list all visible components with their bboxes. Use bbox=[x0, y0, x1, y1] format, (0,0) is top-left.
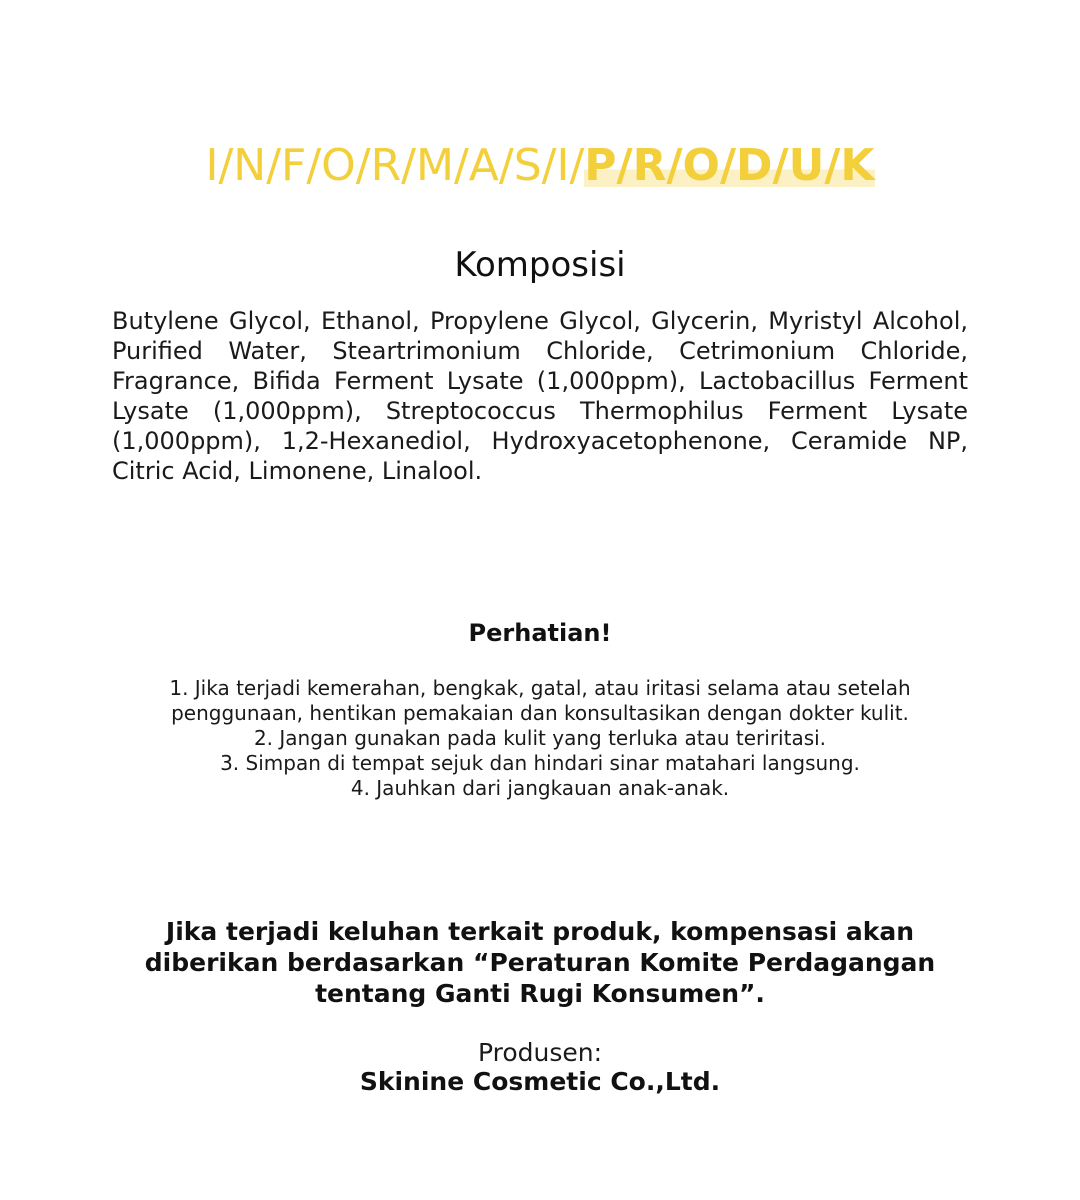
warning-item: 4. Jauhkan dari jangkauan anak-anak. bbox=[350, 776, 730, 800]
complaint-notice: Jika terjadi keluhan terkait produk, kompensasi akan diberikan berdasarkan “Peraturan Komite Perdagangan tentang Ganti Rugi Konsumen”. bbox=[144, 917, 936, 1008]
ingredients-text: Butylene Glycol, Ethanol, Propylene Glycol, Glycerin, Myristyl Alcohol, Purified Water, Steartrimonium Chloride, Cetrimonium Chloride, Fragrance, Bifida Ferment Lysate (1,000ppm), Lactobacillus Ferment Lysate (1,000ppm), Streptococcus Thermophilus Ferment Lysate (1,000ppm), 1,2-Hexanediol, Hydroxyacetophenone, Ceramide NP, Citric Acid, Limonene, Linalool. bbox=[112, 307, 968, 485]
warning-list bbox=[120, 676, 960, 801]
warning-item: 3. Simpan di tempat sejuk dan hindari sinar matahari langsung. bbox=[220, 751, 860, 775]
composition-title: Komposisi bbox=[454, 245, 626, 285]
heading-light-text: I/N/F/O/R/M/A/S/I/ bbox=[205, 140, 585, 191]
producer-name: Skinine Cosmetic Co.,Ltd. bbox=[359, 1067, 721, 1096]
warning-item: 2. Jangan gunakan pada kulit yang terluka atau teriritasi. bbox=[253, 726, 827, 750]
producer-label: Produsen: bbox=[477, 1038, 603, 1067]
page-heading bbox=[0, 140, 1080, 192]
warning-item: 1. Jika terjadi kemerahan, bengkak, gatal, atau iritasi selama atau setelah penggunaan, hentikan pemakaian dan konsultasikan dengan dokter kulit. bbox=[169, 676, 911, 725]
heading-bold-text: P/R/O/D/U/K bbox=[584, 140, 875, 191]
warning-title: Perhatian! bbox=[468, 619, 612, 647]
